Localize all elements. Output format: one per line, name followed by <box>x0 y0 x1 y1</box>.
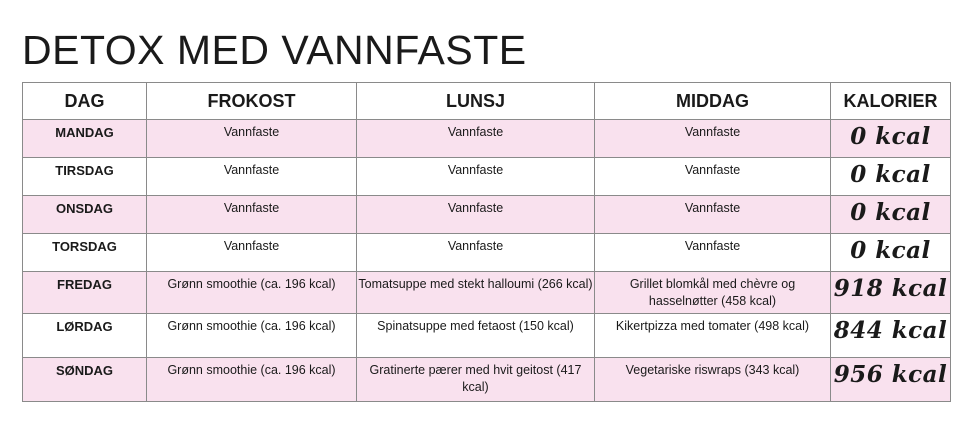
frokost-cell: Grønn smoothie (ca. 196 kcal) <box>147 314 357 358</box>
middag-cell: Vannfaste <box>595 196 831 234</box>
table-row <box>23 196 951 234</box>
frokost-cell: Vannfaste <box>147 234 357 272</box>
kalorier-cell: 0 kcal <box>831 158 951 196</box>
middag-cell: Kikertpizza med tomater (498 kcal) <box>595 314 831 358</box>
frokost-cell: Grønn smoothie (ca. 196 kcal) <box>147 272 357 314</box>
day-cell: LØRDAG <box>23 314 147 358</box>
middag-cell: Grillet blomkål med chèvre og hasselnøtter (458 kcal) <box>595 272 831 314</box>
frokost-cell: Vannfaste <box>147 120 357 158</box>
lunsj-cell: Vannfaste <box>357 158 595 196</box>
meal-plan-table <box>22 82 951 402</box>
day-cell: MANDAG <box>23 120 147 158</box>
table-row <box>23 234 951 272</box>
frokost-cell: Grønn smoothie (ca. 196 kcal) <box>147 358 357 402</box>
header-middag: MIDDAG <box>595 83 831 120</box>
page-title: DETOX MED VANNFASTE <box>22 27 527 73</box>
table-row <box>23 120 951 158</box>
header-dag: DAG <box>23 83 147 120</box>
day-cell: FREDAG <box>23 272 147 314</box>
table-row <box>23 272 951 314</box>
kalorier-cell: 0 kcal <box>831 234 951 272</box>
middag-cell: Vannfaste <box>595 120 831 158</box>
lunsj-cell: Vannfaste <box>357 196 595 234</box>
kalorier-cell: 956 kcal <box>831 358 951 402</box>
middag-cell: Vannfaste <box>595 158 831 196</box>
lunsj-cell: Gratinerte pærer med hvit geitost (417 kcal) <box>357 358 595 402</box>
frokost-cell: Vannfaste <box>147 158 357 196</box>
kalorier-cell: 918 kcal <box>831 272 951 314</box>
table-row <box>23 314 951 358</box>
lunsj-cell: Spinatsuppe med fetaost (150 kcal) <box>357 314 595 358</box>
table-row <box>23 358 951 402</box>
day-cell: TORSDAG <box>23 234 147 272</box>
kalorier-cell: 0 kcal <box>831 196 951 234</box>
header-frokost: FROKOST <box>147 83 357 120</box>
lunsj-cell: Tomatsuppe med stekt halloumi (266 kcal) <box>357 272 595 314</box>
kalorier-cell: 0 kcal <box>831 120 951 158</box>
lunsj-cell: Vannfaste <box>357 120 595 158</box>
kalorier-cell: 844 kcal <box>831 314 951 358</box>
day-cell: TIRSDAG <box>23 158 147 196</box>
meal-plan-table-container <box>22 82 950 402</box>
table-header-row <box>23 83 951 120</box>
header-kalorier: KALORIER <box>831 83 951 120</box>
day-cell: SØNDAG <box>23 358 147 402</box>
lunsj-cell: Vannfaste <box>357 234 595 272</box>
middag-cell: Vannfaste <box>595 234 831 272</box>
frokost-cell: Vannfaste <box>147 196 357 234</box>
table-row <box>23 158 951 196</box>
middag-cell: Vegetariske riswraps (343 kcal) <box>595 358 831 402</box>
day-cell: ONSDAG <box>23 196 147 234</box>
header-lunsj: LUNSJ <box>357 83 595 120</box>
